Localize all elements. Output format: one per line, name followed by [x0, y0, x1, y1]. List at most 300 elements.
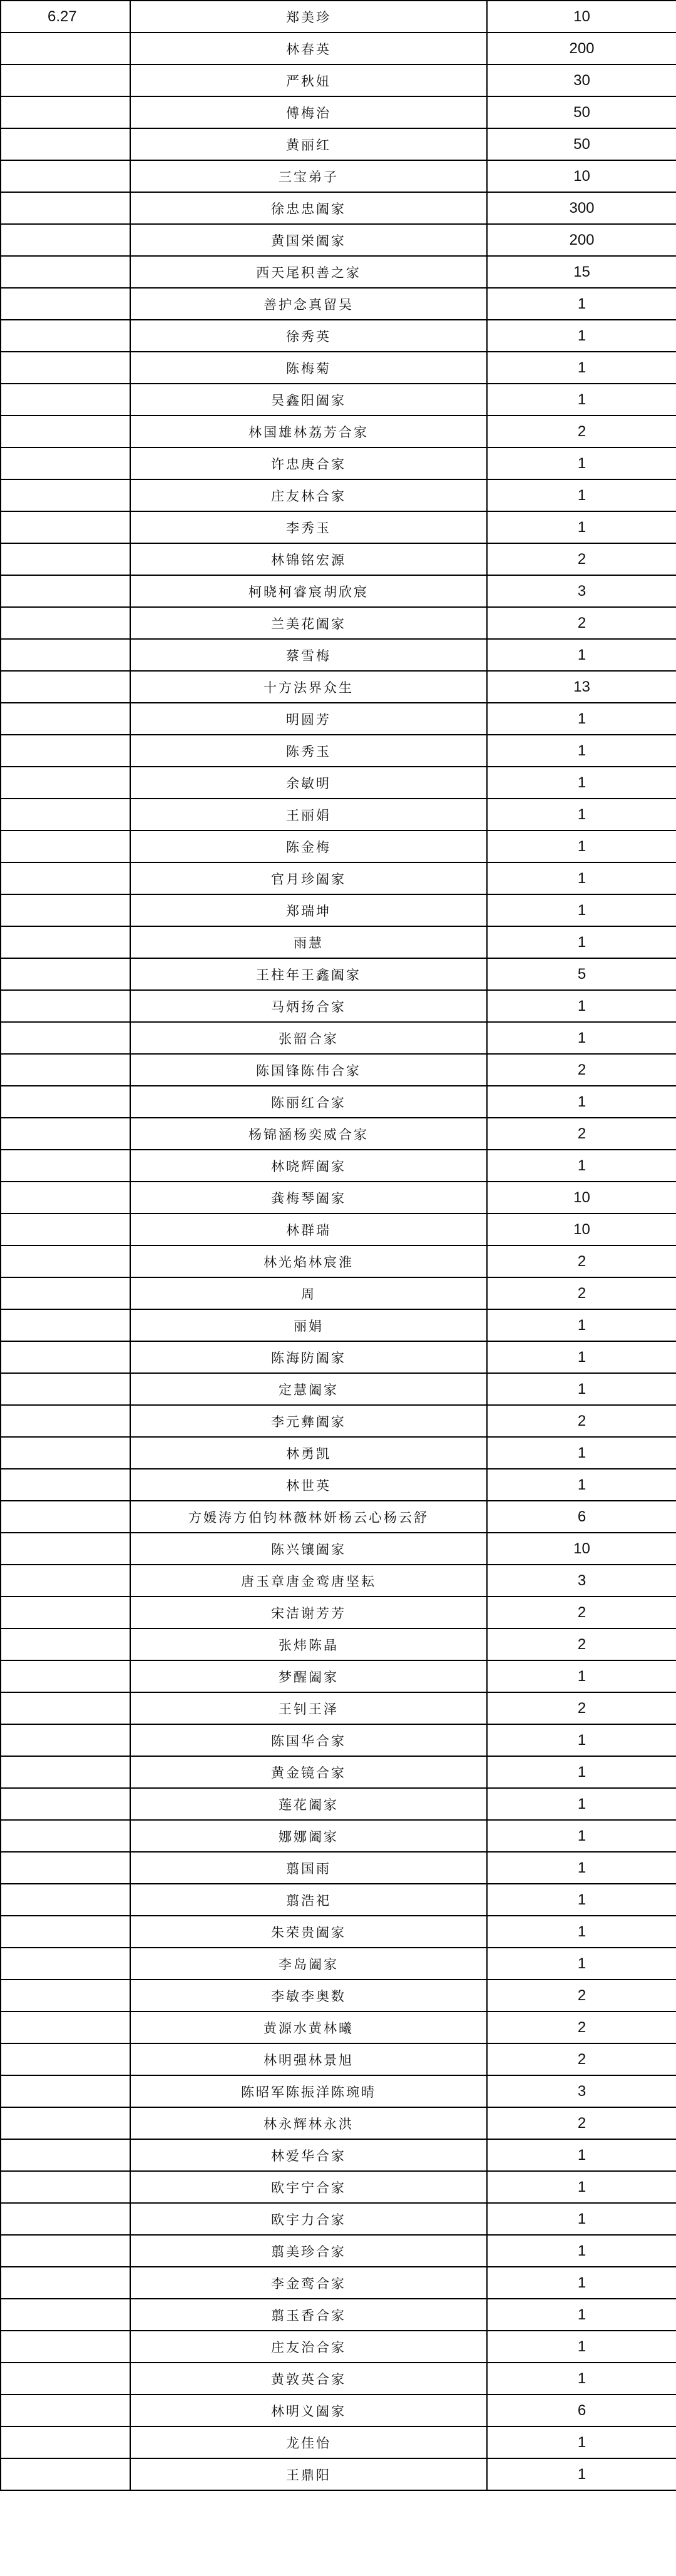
donor-name-cell: 雨慧	[130, 926, 487, 958]
donor-name-cell: 蔡雪梅	[130, 639, 487, 671]
donor-name-cell: 朱荣贵阖家	[130, 1916, 487, 1948]
donor-name-cell: 陈梅菊	[130, 352, 487, 384]
table-row	[1, 2107, 676, 2139]
table-row	[1, 33, 676, 64]
date-cell	[1, 1820, 130, 1852]
amount-cell: 1	[487, 894, 676, 926]
donor-name-cell: 唐玉章唐金鸾唐坚耘	[130, 1565, 487, 1597]
table-row	[1, 1245, 676, 1277]
table-row	[1, 1980, 676, 2011]
donor-name-cell: 黄金镜合家	[130, 1756, 487, 1788]
date-cell	[1, 1022, 130, 1054]
amount-cell: 1	[487, 799, 676, 831]
date-cell	[1, 64, 130, 96]
date-cell	[1, 735, 130, 767]
amount-cell: 1	[487, 1373, 676, 1405]
donor-name-cell: 明圆芳	[130, 703, 487, 735]
table-row	[1, 639, 676, 671]
amount-cell: 1	[487, 1469, 676, 1501]
donor-name-cell: 庄友治合家	[130, 2331, 487, 2363]
date-cell	[1, 2011, 130, 2043]
amount-cell: 1	[487, 447, 676, 479]
donor-name-cell: 娜娜阖家	[130, 1820, 487, 1852]
donor-name-cell: 官月珍阖家	[130, 862, 487, 894]
amount-cell: 1	[487, 2363, 676, 2395]
donor-name-cell: 张炜陈晶	[130, 1628, 487, 1660]
amount-cell: 2	[487, 1277, 676, 1309]
table-row	[1, 1948, 676, 1980]
donor-name-cell: 林晓辉阖家	[130, 1150, 487, 1182]
amount-cell: 2	[487, 2107, 676, 2139]
donor-name-cell: 李敏李奥数	[130, 1980, 487, 2011]
date-cell	[1, 1660, 130, 1692]
amount-cell: 10	[487, 1182, 676, 1214]
donor-name-cell: 王钊王泽	[130, 1692, 487, 1724]
table-row	[1, 1405, 676, 1437]
table-row	[1, 64, 676, 96]
amount-cell: 1	[487, 479, 676, 511]
amount-cell: 30	[487, 64, 676, 96]
date-cell	[1, 2075, 130, 2107]
date-cell	[1, 511, 130, 543]
donor-name-cell: 林国雄林荔芳合家	[130, 416, 487, 447]
table-row	[1, 831, 676, 862]
donor-name-cell: 龚梅琴阖家	[130, 1182, 487, 1214]
date-cell	[1, 2299, 130, 2331]
table-row	[1, 320, 676, 352]
date-cell	[1, 2043, 130, 2075]
table-row	[1, 1565, 676, 1597]
date-cell	[1, 1788, 130, 1820]
amount-cell: 2	[487, 543, 676, 575]
table-row	[1, 958, 676, 990]
date-cell	[1, 958, 130, 990]
amount-cell: 2	[487, 1628, 676, 1660]
amount-cell: 1	[487, 1437, 676, 1469]
date-cell	[1, 1884, 130, 1916]
donor-name-cell: 翦美珍合家	[130, 2235, 487, 2267]
donor-name-cell: 翦玉香合家	[130, 2299, 487, 2331]
amount-cell: 2	[487, 2043, 676, 2075]
date-cell	[1, 1214, 130, 1245]
amount-cell: 3	[487, 2075, 676, 2107]
donor-name-cell: 林明义阖家	[130, 2395, 487, 2426]
amount-cell: 1	[487, 767, 676, 799]
donor-name-cell: 许忠庚合家	[130, 447, 487, 479]
table-row	[1, 192, 676, 224]
amount-cell: 2	[487, 1245, 676, 1277]
date-cell	[1, 926, 130, 958]
table-row	[1, 990, 676, 1022]
table-row	[1, 2299, 676, 2331]
table-row	[1, 96, 676, 128]
amount-cell: 2	[487, 416, 676, 447]
donor-name-cell: 马炳扬合家	[130, 990, 487, 1022]
amount-cell: 1	[487, 2235, 676, 2267]
amount-cell: 1	[487, 2171, 676, 2203]
donor-name-cell: 三宝弟子	[130, 160, 487, 192]
amount-cell: 1	[487, 926, 676, 958]
table-row	[1, 1118, 676, 1150]
donor-name-cell: 欧宇宁合家	[130, 2171, 487, 2203]
date-cell	[1, 160, 130, 192]
donor-name-cell: 徐秀英	[130, 320, 487, 352]
date-cell	[1, 671, 130, 703]
amount-cell: 1	[487, 1341, 676, 1373]
table-row	[1, 799, 676, 831]
amount-cell: 10	[487, 160, 676, 192]
amount-cell: 2	[487, 1405, 676, 1437]
donor-name-cell: 陈国锋陈伟合家	[130, 1054, 487, 1086]
date-cell	[1, 1501, 130, 1533]
donor-name-cell: 黄国栄阖家	[130, 224, 487, 256]
donor-name-cell: 林群瑞	[130, 1214, 487, 1245]
amount-cell: 1	[487, 1724, 676, 1756]
amount-cell: 10	[487, 1214, 676, 1245]
table-row	[1, 1277, 676, 1309]
donor-name-cell: 翦国雨	[130, 1852, 487, 1884]
amount-cell: 1	[487, 288, 676, 320]
amount-cell: 1	[487, 1150, 676, 1182]
amount-cell: 10	[487, 1, 676, 33]
table-row	[1, 1597, 676, 1628]
donor-name-cell: 陈国华合家	[130, 1724, 487, 1756]
date-cell	[1, 1437, 130, 1469]
date-cell	[1, 1150, 130, 1182]
table-row	[1, 288, 676, 320]
table-row	[1, 2139, 676, 2171]
donor-name-cell: 傅梅治	[130, 96, 487, 128]
date-cell	[1, 607, 130, 639]
date-cell	[1, 1469, 130, 1501]
amount-cell: 1	[487, 639, 676, 671]
table-row	[1, 2171, 676, 2203]
table-row	[1, 1820, 676, 1852]
table-row	[1, 1628, 676, 1660]
date-cell	[1, 2363, 130, 2395]
amount-cell: 50	[487, 96, 676, 128]
amount-cell: 1	[487, 735, 676, 767]
table-row	[1, 2363, 676, 2395]
amount-cell: 1	[487, 2331, 676, 2363]
table-row	[1, 1469, 676, 1501]
table-row	[1, 1884, 676, 1916]
date-cell	[1, 1182, 130, 1214]
table-row	[1, 2426, 676, 2458]
table-row	[1, 384, 676, 416]
donor-name-cell: 吴鑫阳阖家	[130, 384, 487, 416]
date-cell	[1, 1628, 130, 1660]
donor-name-cell: 西天尾积善之家	[130, 256, 487, 288]
amount-cell: 1	[487, 1852, 676, 1884]
table-row	[1, 447, 676, 479]
date-cell	[1, 575, 130, 607]
date-cell	[1, 1277, 130, 1309]
amount-cell: 2	[487, 1980, 676, 2011]
date-cell	[1, 2139, 130, 2171]
donor-name-cell: 陈昭军陈振洋陈琬晴	[130, 2075, 487, 2107]
donor-name-cell: 陈秀玉	[130, 735, 487, 767]
table-row	[1, 1756, 676, 1788]
table-row	[1, 1054, 676, 1086]
donor-name-cell: 翦浩祀	[130, 1884, 487, 1916]
amount-cell: 300	[487, 192, 676, 224]
amount-cell: 1	[487, 1788, 676, 1820]
table-row	[1, 894, 676, 926]
table-row	[1, 1692, 676, 1724]
amount-cell: 1	[487, 352, 676, 384]
table-row	[1, 575, 676, 607]
date-cell	[1, 192, 130, 224]
date-cell	[1, 1916, 130, 1948]
donor-name-cell: 龙佳怡	[130, 2426, 487, 2458]
amount-cell: 2	[487, 1054, 676, 1086]
donor-name-cell: 丽娟	[130, 1309, 487, 1341]
date-cell	[1, 1692, 130, 1724]
donor-name-cell: 王丽娟	[130, 799, 487, 831]
table-row	[1, 511, 676, 543]
donor-name-cell: 庄友林合家	[130, 479, 487, 511]
amount-cell: 3	[487, 575, 676, 607]
table-row	[1, 2203, 676, 2235]
donor-name-cell: 林锦铭宏源	[130, 543, 487, 575]
amount-cell: 1	[487, 831, 676, 862]
table-row	[1, 1341, 676, 1373]
table-row	[1, 2235, 676, 2267]
donor-name-cell: 陈海防阖家	[130, 1341, 487, 1373]
table-row	[1, 703, 676, 735]
date-cell	[1, 1756, 130, 1788]
table-row	[1, 352, 676, 384]
amount-cell: 1	[487, 2426, 676, 2458]
date-cell	[1, 1405, 130, 1437]
table-row	[1, 2075, 676, 2107]
donation-table-body	[1, 1, 676, 2490]
table-row	[1, 1916, 676, 1948]
date-cell	[1, 2458, 130, 2490]
table-row	[1, 256, 676, 288]
table-row	[1, 1214, 676, 1245]
table-row	[1, 2395, 676, 2426]
amount-cell: 1	[487, 2203, 676, 2235]
table-row	[1, 543, 676, 575]
amount-cell: 1	[487, 1086, 676, 1118]
date-cell	[1, 767, 130, 799]
amount-cell: 1	[487, 862, 676, 894]
date-cell	[1, 1054, 130, 1086]
donor-name-cell: 黄敦英合家	[130, 2363, 487, 2395]
date-cell	[1, 33, 130, 64]
table-row	[1, 607, 676, 639]
date-cell	[1, 1565, 130, 1597]
date-cell	[1, 352, 130, 384]
table-row	[1, 862, 676, 894]
date-cell	[1, 2235, 130, 2267]
date-cell	[1, 1724, 130, 1756]
donor-name-cell: 欧宇力合家	[130, 2203, 487, 2235]
table-row	[1, 735, 676, 767]
amount-cell: 1	[487, 1948, 676, 1980]
donor-name-cell: 林勇凯	[130, 1437, 487, 1469]
donor-name-cell: 方媛涛方伯钧林薇林妍杨云心杨云舒	[130, 1501, 487, 1533]
date-cell	[1, 1373, 130, 1405]
date-cell	[1, 2107, 130, 2139]
donor-name-cell: 王柱年王鑫阖家	[130, 958, 487, 990]
amount-cell: 1	[487, 1820, 676, 1852]
amount-cell: 2	[487, 1692, 676, 1724]
date-cell	[1, 862, 130, 894]
amount-cell: 3	[487, 1565, 676, 1597]
donor-name-cell: 林光焰林宸淮	[130, 1245, 487, 1277]
table-row	[1, 1437, 676, 1469]
amount-cell: 1	[487, 1884, 676, 1916]
table-row	[1, 1309, 676, 1341]
amount-cell: 2	[487, 2011, 676, 2043]
donor-name-cell: 陈兴镶阖家	[130, 1533, 487, 1565]
amount-cell: 200	[487, 224, 676, 256]
date-cell	[1, 1597, 130, 1628]
donor-name-cell: 林世英	[130, 1469, 487, 1501]
date-cell	[1, 1341, 130, 1373]
date-cell	[1, 1245, 130, 1277]
table-row	[1, 671, 676, 703]
table-row	[1, 1724, 676, 1756]
donor-name-cell: 周	[130, 1277, 487, 1309]
date-cell	[1, 1086, 130, 1118]
donor-name-cell: 王鼎阳	[130, 2458, 487, 2490]
donor-name-cell: 善护念真留吴	[130, 288, 487, 320]
table-row	[1, 416, 676, 447]
table-row	[1, 2011, 676, 2043]
amount-cell: 1	[487, 990, 676, 1022]
date-cell	[1, 799, 130, 831]
table-row	[1, 1, 676, 33]
donor-name-cell: 梦醒阖家	[130, 1660, 487, 1692]
donor-name-cell: 十方法界众生	[130, 671, 487, 703]
date-cell	[1, 2203, 130, 2235]
amount-cell: 5	[487, 958, 676, 990]
date-cell	[1, 1852, 130, 1884]
donor-name-cell: 陈金梅	[130, 831, 487, 862]
date-cell	[1, 639, 130, 671]
date-cell	[1, 1533, 130, 1565]
donor-name-cell: 林春英	[130, 33, 487, 64]
table-row	[1, 1660, 676, 1692]
donor-name-cell: 余敏明	[130, 767, 487, 799]
date-cell	[1, 479, 130, 511]
amount-cell: 1	[487, 1660, 676, 1692]
donor-name-cell: 徐忠忠阖家	[130, 192, 487, 224]
date-cell	[1, 543, 130, 575]
amount-cell: 200	[487, 33, 676, 64]
date-cell	[1, 703, 130, 735]
donor-name-cell: 郑瑞坤	[130, 894, 487, 926]
date-cell	[1, 2171, 130, 2203]
table-row	[1, 479, 676, 511]
donor-name-cell: 宋洁谢芳芳	[130, 1597, 487, 1628]
date-cell	[1, 224, 130, 256]
amount-cell: 13	[487, 671, 676, 703]
donor-name-cell: 李秀玉	[130, 511, 487, 543]
table-row	[1, 2331, 676, 2363]
donor-name-cell: 林明强林景旭	[130, 2043, 487, 2075]
amount-cell: 50	[487, 128, 676, 160]
table-row	[1, 1788, 676, 1820]
table-row	[1, 1373, 676, 1405]
table-row	[1, 1086, 676, 1118]
donor-name-cell: 定慧阖家	[130, 1373, 487, 1405]
donor-name-cell: 陈丽红合家	[130, 1086, 487, 1118]
donor-name-cell: 郑美珍	[130, 1, 487, 33]
date-cell	[1, 256, 130, 288]
amount-cell: 1	[487, 1309, 676, 1341]
date-cell	[1, 2267, 130, 2299]
amount-cell: 6	[487, 2395, 676, 2426]
amount-cell: 1	[487, 2299, 676, 2331]
table-row	[1, 1022, 676, 1054]
date-cell	[1, 2395, 130, 2426]
table-row	[1, 767, 676, 799]
table-row	[1, 1150, 676, 1182]
donor-name-cell: 严秋妞	[130, 64, 487, 96]
donor-name-cell: 李岛阖家	[130, 1948, 487, 1980]
amount-cell: 10	[487, 1533, 676, 1565]
date-cell	[1, 384, 130, 416]
table-row	[1, 1182, 676, 1214]
amount-cell: 1	[487, 1022, 676, 1054]
amount-cell: 2	[487, 1118, 676, 1150]
date-cell	[1, 96, 130, 128]
donor-name-cell: 兰美花阖家	[130, 607, 487, 639]
amount-cell: 1	[487, 2139, 676, 2171]
date-cell	[1, 1948, 130, 1980]
table-row	[1, 2043, 676, 2075]
date-cell	[1, 447, 130, 479]
donor-name-cell: 黄源水黄林曦	[130, 2011, 487, 2043]
date-cell	[1, 128, 130, 160]
date-cell	[1, 990, 130, 1022]
amount-cell: 1	[487, 320, 676, 352]
amount-cell: 2	[487, 607, 676, 639]
table-row	[1, 926, 676, 958]
donor-name-cell: 柯晓柯睿宸胡欣宸	[130, 575, 487, 607]
amount-cell: 1	[487, 703, 676, 735]
amount-cell: 15	[487, 256, 676, 288]
amount-cell: 1	[487, 384, 676, 416]
date-cell	[1, 320, 130, 352]
donor-name-cell: 杨锦涵杨奕威合家	[130, 1118, 487, 1150]
table-row	[1, 1533, 676, 1565]
table-row	[1, 224, 676, 256]
date-cell: 6.27	[1, 1, 130, 33]
donor-name-cell: 黄丽红	[130, 128, 487, 160]
date-cell	[1, 1980, 130, 2011]
table-row	[1, 2458, 676, 2490]
amount-cell: 6	[487, 1501, 676, 1533]
amount-cell: 1	[487, 2458, 676, 2490]
date-cell	[1, 288, 130, 320]
table-row	[1, 2267, 676, 2299]
table-row	[1, 160, 676, 192]
donor-name-cell: 李元彝阖家	[130, 1405, 487, 1437]
donor-name-cell: 林永辉林永洪	[130, 2107, 487, 2139]
table-row	[1, 128, 676, 160]
date-cell	[1, 831, 130, 862]
date-cell	[1, 1118, 130, 1150]
date-cell	[1, 894, 130, 926]
amount-cell: 1	[487, 2267, 676, 2299]
amount-cell: 2	[487, 1597, 676, 1628]
